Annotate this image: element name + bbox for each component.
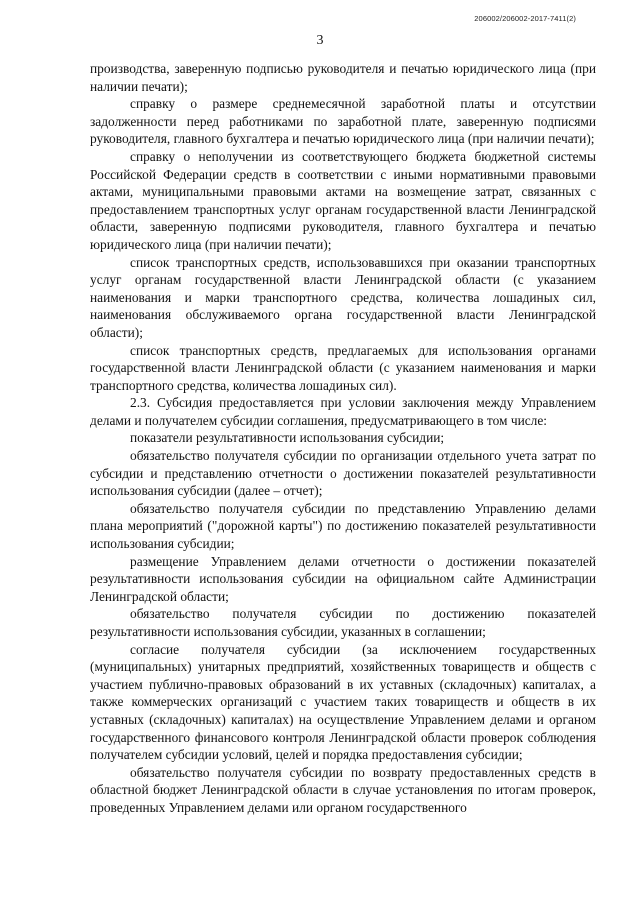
paragraph: согласие получателя субсидии (за исключением государственных (муниципальных) унитарных предприятий, хозяйственных товариществ и обществ с участием публично-правовых образований в их уставных (складочных) капиталах, а также коммерческих организаций с участием таких товариществ и обществ в их уставных (складочных) капиталах) на осуществление Управлением делами и органом государственного финансового контроля Ленинградской области проверок соблюдения получателем субсидии условий, целей и порядка предоставления субсидии; (90, 641, 596, 763)
paragraph: обязательство получателя субсидии по возврату предоставленных средств в областной бюджет Ленинградской области в случае установления по итогам проверок, проведенных Управлением делами или органом государственного (90, 764, 596, 815)
paragraph: обязательство получателя субсидии по представлению Управлению делами плана мероприятий ("дорожной карты") по достижению показателей результативности использования субсидии; (90, 500, 596, 552)
document-body (90, 60, 596, 817)
paragraph: размещение Управлением делами отчетности о достижении показателей результативности использования субсидии на официальном сайте Администрации Ленинградской области; (90, 553, 596, 604)
paragraph: список транспортных средств, использовавшихся при оказании транспортных услуг органам государственной власти Ленинградской области (с указанием наименования и марки транспортного средства, количества лошадиных сил, наименования обслуживаемого органа государственной власти Ленинградской области); (90, 254, 596, 340)
paragraph: список транспортных средств, предлагаемых для использования органами государственной власти Ленинградской области (с указанием наименования и марки транспортного средства, количества лошадиных сил). (90, 342, 596, 393)
paragraph: обязательство получателя субсидии по организации отдельного учета затрат по субсидии и представлению отчетности о достижении показателей результативности использования субсидии (далее – отчет); (90, 448, 596, 499)
page-number: 3 (316, 33, 324, 48)
paragraph: справку о размере среднемесячной заработной платы и отсутствии задолженности перед работниками по заработной плате, заверенную подписями руководителя, главного бухгалтера и печатью юридического лица (при наличии печати); (90, 96, 596, 147)
document-id: 206002/206002-2017-7411(2) (474, 14, 576, 23)
paragraph: справку о неполучении из соответствующего бюджета бюджетной системы Российской Федерации средств в соответствии с иными нормативными правовыми актами, муниципальными правовыми актами на возмещение затрат, связанных с предоставлением транспортных услуг органам государственной власти Ленинградской области, заверенную подписями руководителя, главного бухгалтера и печатью юридического лица (при наличии печати); (90, 148, 596, 252)
paragraph: показатели результативности использования субсидии; (130, 430, 445, 446)
section-paragraph: 2.3. Субсидия предоставляется при условии заключения между Управлением делами и получателем субсидии соглашения, предусматривающего в том числе: (90, 395, 596, 428)
paragraph: обязательство получателя субсидии по достижению показателей результативности использования субсидии, указанных в соглашении; (90, 606, 596, 639)
paragraph: производства, заверенную подписью руководителя и печатью юридического лица (при наличии печати); (90, 61, 596, 94)
